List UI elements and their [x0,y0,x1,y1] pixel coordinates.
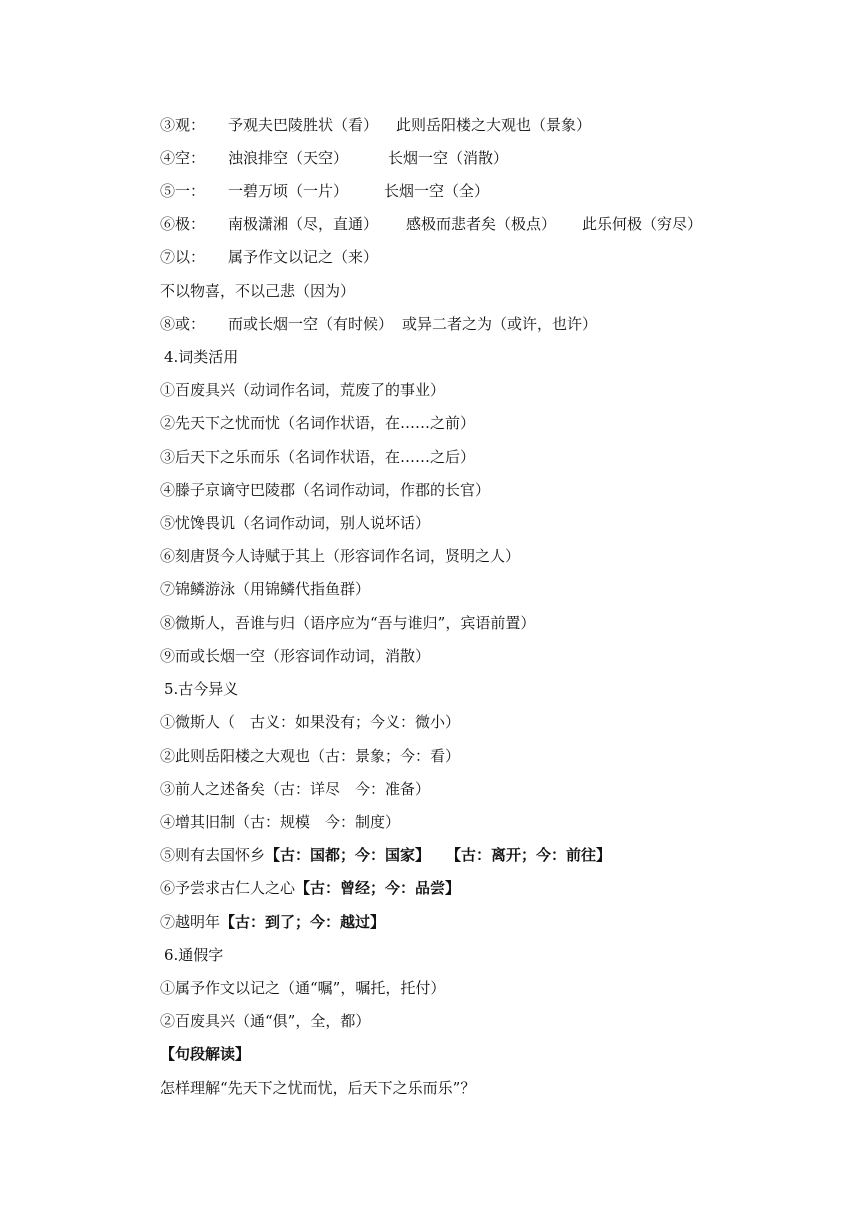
usage-line-yi2 [160,246,800,268]
usage-label: ⑦以： [160,248,206,266]
usage-label: ③观： [160,116,206,134]
usage-line-yi [160,180,800,202]
reading-question: 怎样理解“先天下之忧而忧，后天下之乐而乐”？ [160,1079,476,1097]
list-item: ③前人之述备矣（古：详尽 今：准备） [160,780,431,798]
list-item [160,911,800,933]
list-item: ⑧微斯人，吾谁与归（语序应为“吾与谁归”，宾语前置） [160,614,536,632]
usage-example: 而或长烟一空（有时候） [228,315,394,333]
list-item: ⑤忧馋畏讥（名词作动词，别人说坏话） [160,514,431,532]
list-item: ⑨而或长烟一空（形容词作动词，消散） [160,647,431,665]
item-gloss: 【古：国都；今：国家】 [265,846,431,864]
usage-example: 长烟一空（全） [384,182,490,200]
usage-label: ⑤一： [160,182,206,200]
item-text: ⑥予尝求古仁人之心 [160,879,296,897]
section-title-tongjia: 6.通假字 [164,946,224,964]
list-item: ④增其旧制（古：规模 今：制度） [160,813,401,831]
usage-example: 或异二者之为（或许，也许） [402,315,598,333]
list-item: ③后天下之乐而乐（名词作状语，在……之后） [160,448,476,466]
usage-example: 浊浪排空（天空） [228,149,349,167]
usage-line-ji [160,213,800,235]
usage-example: 此则岳阳楼之大观也（景象） [396,116,592,134]
usage-example: 属予作文以记之（来） [228,248,379,266]
usage-line-guan [160,114,800,136]
section-title-reading: 【句段解读】 [160,1045,251,1063]
usage-example: 感极而悲者矣（极点） [406,215,557,233]
usage-example: 南极潇湘（尽，直通） [228,215,379,233]
item-text: ⑦越明年 [160,913,221,931]
usage-line-continuation: 不以物喜，不以己悲（因为） [160,282,356,300]
list-item: ②先天下之忧而忧（名词作状语，在……之前） [160,414,476,432]
usage-line-kong [160,147,800,169]
usage-line-huo [160,313,800,335]
usage-example: 一碧万顷（一片） [228,182,349,200]
item-text: ⑤则有去国怀乡 [160,846,266,864]
list-item: ①百废具兴（动词作名词，荒废了的事业） [160,381,446,399]
list-item: ⑥刻唐贤今人诗赋于其上（形容词作名词，贤明之人） [160,547,521,565]
list-item [160,844,800,866]
usage-label: ⑧或： [160,315,206,333]
usage-example: 此乐何极（穷尽） [582,215,703,233]
usage-label: ⑥极： [160,215,206,233]
usage-label: ④空： [160,149,206,167]
section-title-word-class: 4.词类活用 [164,348,239,366]
item-gloss: 【古：曾经；今：品尝】 [295,879,461,897]
list-item: ④滕子京谪守巴陵郡（名词作动词，作郡的长官） [160,481,491,499]
item-gloss: 【古：到了；今：越过】 [220,913,386,931]
list-item: ②此则岳阳楼之大观也（古：景象；今：看） [160,747,461,765]
list-item: ⑦锦鳞游泳（用锦鳞代指鱼群） [160,580,371,598]
usage-example: 予观夫巴陵胜状（看） [228,116,379,134]
list-item: ②百废具兴（通“俱”，全，都） [160,1012,371,1030]
section-title-ancient-modern: 5.古今异义 [164,680,239,698]
list-item [160,877,800,899]
list-item: ①属予作文以记之（通“嘱”，嘱托，托付） [160,979,446,997]
list-item: ①微斯人（ 古义：如果没有；今义：微小） [160,713,461,731]
item-gloss: 【古：离开；今：前往】 [446,846,612,864]
usage-example: 长烟一空（消散） [388,149,509,167]
